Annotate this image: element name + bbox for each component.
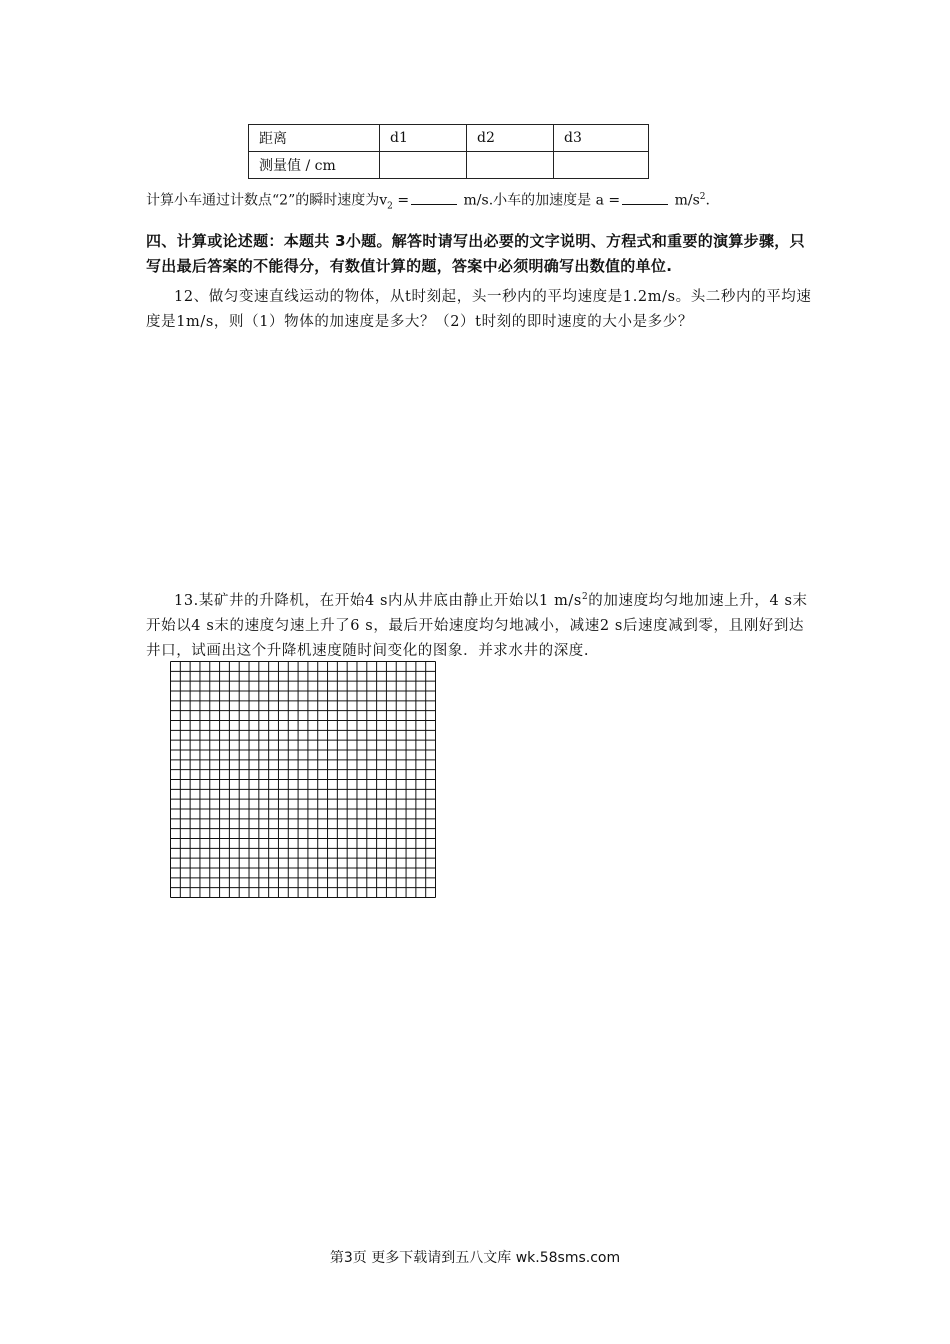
calc-text: m/s [670,192,700,209]
table-cell: d3 [554,125,649,152]
table-input-cell[interactable] [380,152,467,179]
calc-text: 计算小车通过计数点“2”的瞬时速度为v [146,192,388,209]
table-cell: d1 [380,125,467,152]
calc-text: . [705,192,710,209]
answer-blank-a[interactable] [622,190,668,205]
table-cell: 距离 [249,125,380,152]
section-heading: 四、计算或论述题：本题共 3小题。解答时请写出必要的文字说明、方程式和重要的演算步骤，只写出最后答案的不能得分，有数值计算的题，答案中必须明确写出数值的单位. [146,232,805,275]
table-input-cell[interactable] [467,152,554,179]
table-input-cell[interactable] [554,152,649,179]
page-footer: 第3页 更多下载请到五八文库 wk.58sms.com [329,1250,621,1266]
superscript: 2 [581,592,589,602]
graph-grid[interactable] [170,661,436,898]
question-text: 13.某矿井的升降机，在开始4 s内从井底由静止开始以1 m/s [174,592,582,609]
table-cell: 测量值 / cm [249,152,380,179]
question-13 [146,585,814,664]
grid-svg [170,661,436,898]
table-header-row [249,125,649,152]
table-row [249,152,649,179]
table-cell: d2 [467,125,554,152]
calc-instruction [146,187,710,216]
calc-text: = [392,192,410,209]
question-text: 的加速度均匀地加速上升，4 s末开始以4 s末的速度匀速上升了6 s，最后开始速度均匀地减小，减速2 s后速度减到零，且刚好到达井口，试画出这个升降机速度随时间变化的图象．并求水井的深度. [146,592,808,659]
answer-blank-v2[interactable] [411,190,457,205]
measurement-table [248,124,649,179]
question-12: 12、做匀变速直线运动的物体，从t时刻起，头一秒内的平均速度是1.2m/s。头二秒内的平均速度是1m/s，则（1）物体的加速度是多大？（2）t时刻的即时速度的大小是多少？ [146,289,812,330]
superscript: 2 [699,192,706,202]
subscript: 2 [387,201,393,212]
calc-text: m/s.小车的加速度是 a = [459,192,621,209]
